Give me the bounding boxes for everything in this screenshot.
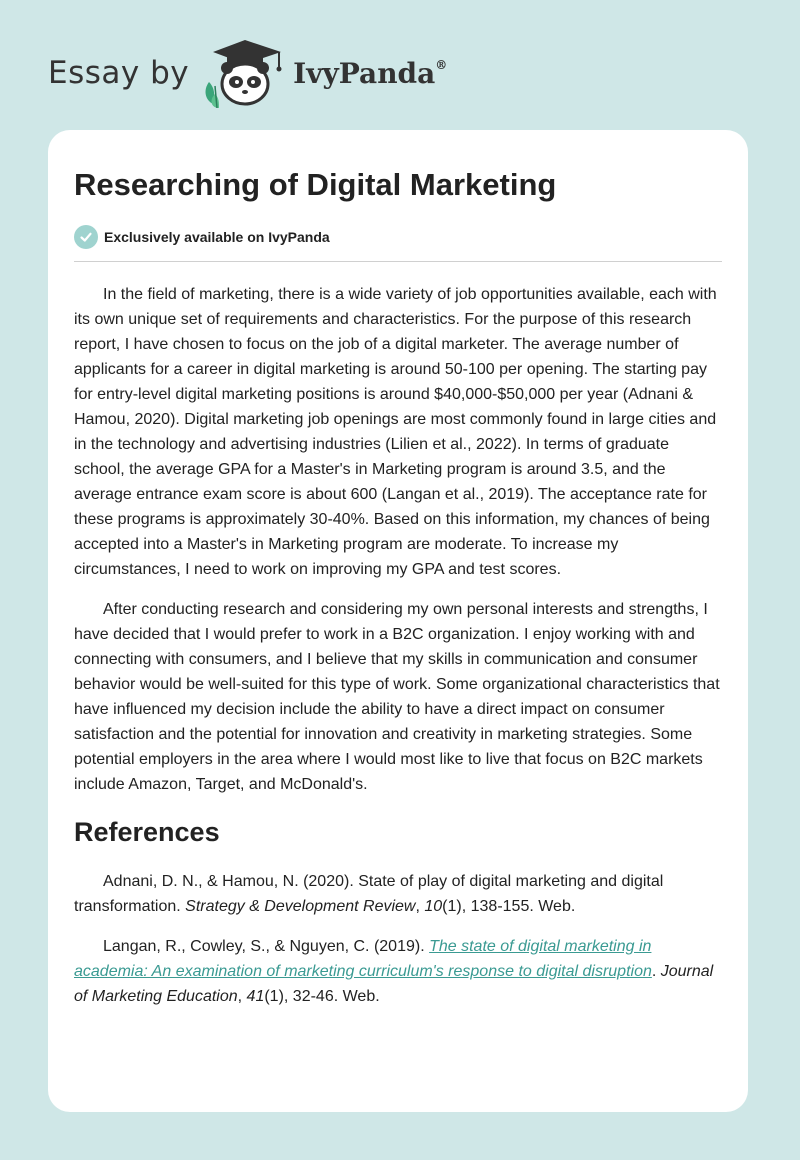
reference-1-sep: , — [415, 898, 425, 915]
check-icon — [74, 225, 98, 249]
reference-1-volume: 10 — [424, 898, 443, 915]
brand-text: IvyPanda — [293, 56, 436, 90]
reference-2-lead: Langan, R., Cowley, S., & Nguyen, C. (2019). — [103, 938, 430, 955]
essay-card — [48, 130, 748, 1112]
reference-2-mid: . — [651, 963, 661, 980]
site-header — [48, 38, 447, 108]
reference-item-1 — [74, 869, 722, 919]
body-paragraph-1: In the field of marketing, there is a wide variety of job opportunities available, each with its own unique set of requirements and characteristics. For the purpose of this research report, I have chosen to focus on the job of a digital marketer. The average number of applicants for a career in digital marketing is around 50-100 per opening. The starting pay for entry-level digital marketing positions is around $40,000-$50,000 per year (Adnani & Hamou, 2020). Digital marketing job openings are most commonly found in large cities and in the technology and advertising industries (Lilien et al., 2022). In terms of graduate school, the average GPA for a Master's in Marketing program is around 3.5, and the average entrance exam score is about 600 (Langan et al., 2019). The acceptance rate for these programs is approximately 30-40%. Based on this information, my chances of being accepted into a Master's in Marketing program are moderate. To increase my circumstances, I need to work on improving my GPA and test scores. — [74, 286, 717, 578]
reference-2-volume: 41 — [246, 988, 265, 1005]
brand-name[interactable] — [293, 57, 447, 90]
body-paragraph-2: After conducting research and considering my own personal interests and strengths, I have decided that I would prefer to work in a B2C organization. I enjoy working with and connecting with consumers, and I believe that my skills in communication and consumer behavior would be well-suited for this type of work. Some organizational characteristics that have influenced my decision include the ability to have a direct impact on consumer satisfaction and the potential for innovation and creativity in marketing strategies. Some potential employers in the area where I would most like to live that focus on B2C markets include Amazon, Target, and McDonald's. — [74, 601, 720, 793]
reference-2-journal: Journal of Marketing Education — [74, 963, 714, 1005]
registered-mark: ® — [435, 57, 448, 72]
reference-1-tail: (1), 138-155. Web. — [442, 898, 576, 915]
reference-2-sep: , — [237, 988, 247, 1005]
references-heading: References — [74, 817, 220, 847]
reference-1-lead: Adnani, D. N., & Hamou, N. (2020). State of play of digital marketing and digital transformation. — [74, 873, 664, 915]
exclusive-badge-label: Exclusively available on IvyPanda — [104, 229, 330, 245]
reference-2-tail: (1), 32-46. Web. — [264, 988, 380, 1005]
panda-logo-icon[interactable] — [201, 38, 285, 108]
exclusive-badge — [74, 225, 722, 249]
reference-2-link[interactable]: The state of digital marketing in academia: An examination of marketing curriculum's response to digital disruption — [74, 938, 652, 980]
reference-1-journal: Strategy & Development Review — [185, 898, 416, 915]
divider — [74, 261, 722, 262]
reference-item-2 — [74, 934, 722, 1009]
essay-by-text: Essay by — [48, 55, 190, 91]
page-title: Researching of Digital Marketing — [74, 167, 557, 202]
